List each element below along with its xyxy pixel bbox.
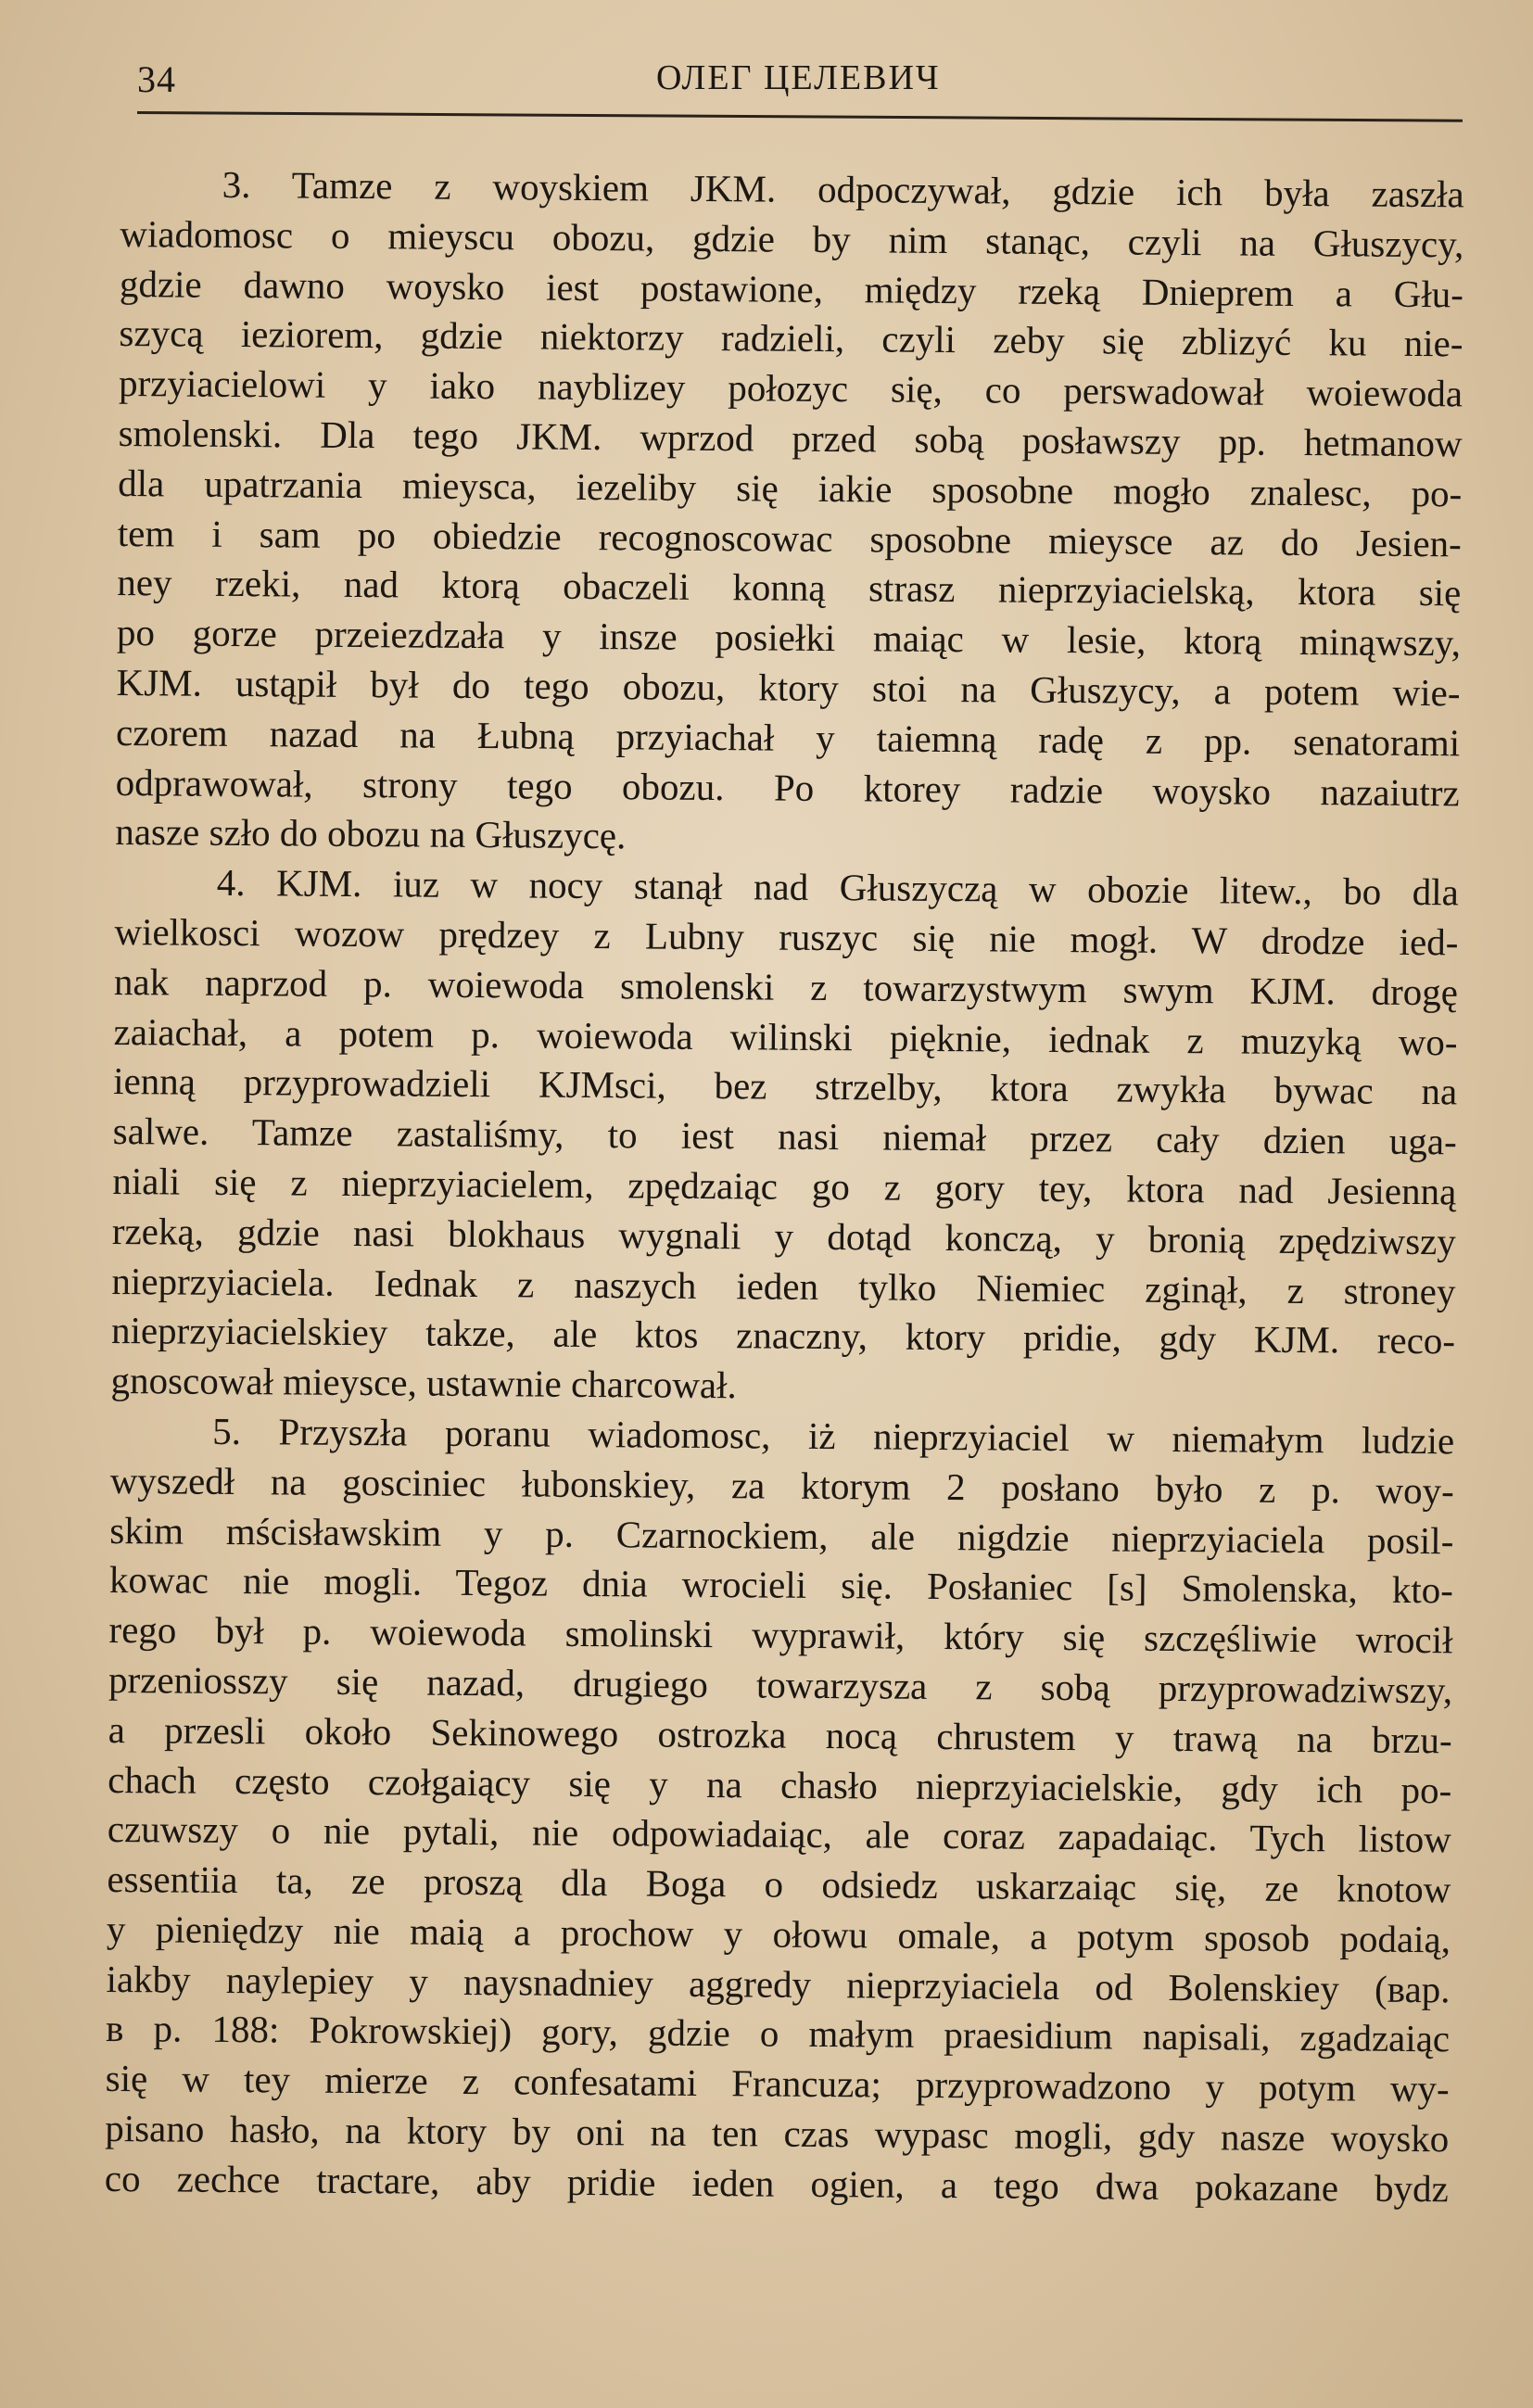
text-line: po gorze przeiezdzała y insze posiełki maiąc w lesie, ktorą minąwszy,: [116, 611, 1462, 665]
text-line: в р. 188: Pokrowskiej) gory, gdzie o małym praesidium napisali, zgadzaiąc: [105, 2007, 1451, 2060]
text-line: nieprzyiacielskiey takze, ale ktos znaczny, ktory pridie, gdy KJM. reco-: [110, 1309, 1456, 1362]
page-number: 34: [137, 58, 176, 100]
text-line: pisano hasło, na ktory by oni na ten czas wypasc mogli, gdy nasze woysko: [105, 2107, 1450, 2161]
text-line: nasze szło do obozu na Głuszycę.: [115, 810, 627, 857]
text-line: kowac nie mogli. Tegoz dnia wrocieli się. Posłaniec [s] Smolenska, kto-: [108, 1558, 1454, 1612]
text-line: zaiachał, a potem p. woiewoda wilinski pięknie, iednak z muzyką wo-: [113, 1009, 1458, 1063]
text-line: y pieniędzy nie maią a prochow y ołowu omale, a potym sposob podaią,: [106, 1907, 1451, 1961]
text-line: 5. Przyszła poranu wiadomosc, iż nieprzyiaciel w niemałym ludzie: [212, 1409, 1455, 1463]
text-line: 4. KJM. iuz w nocy stanął nad Głuszyczą w obozie litew., bo dla: [216, 860, 1460, 914]
text-line: wielkosci wozow prędzey z Lubny ruszyc się nie mogł. W drodze ied-: [114, 909, 1459, 964]
text-line: szycą ieziorem, gdzie niektorzy radzieli, czyli zeby się zblizyć ku nie-: [119, 311, 1463, 365]
text-line: essentiia ta, ze proszą dla Boga o odsiedz uskarzaiąc się, ze knotow: [107, 1857, 1451, 1911]
text-line: się w tey mierze z confesatami Francuza; przyprowadzono y potym wy-: [105, 2057, 1450, 2110]
page-header: [137, 52, 1463, 108]
text-line: smolenski. Dla tego JKM. wprzod przed sobą posławszy pp. hetmanow: [118, 411, 1463, 465]
running-title: ОЛЕГ ЦЕЛЕВИЧ: [656, 58, 941, 97]
text-line: iakby naylepiey y naysnadniey aggredy nieprzyiaciela od Bolenskiey (вар.: [106, 1957, 1451, 2011]
text-line: KJM. ustąpił był do tego obozu, ktory stoi na Głuszycy, a potem wie-: [116, 660, 1461, 715]
text-line: salwe. Tamze zastaliśmy, to iest nasi niemał przez cały dzien uga-: [112, 1109, 1457, 1163]
text-line: ienną przyprowadzieli KJMsci, bez strzelby, ktora zwykła bywac na: [113, 1059, 1458, 1113]
text-line: nieprzyiaciela. Iednak z naszych ieden tylko Niemiec zginął, z stroney: [111, 1259, 1456, 1312]
text-line: niali się z nieprzyiacielem, zpędzaiąc go z gory tey, ktora nad Jesienną: [112, 1159, 1457, 1213]
text-line: rzeką, gdzie nasi blokhaus wygnali y dotąd konczą, y bronią zpędziwszy: [111, 1209, 1457, 1263]
text-line: rego był p. woiewoda smolinski wyprawił, który się szczęśliwie wrocił: [108, 1608, 1453, 1662]
text-line: chach często czołgaiący się y na chasło nieprzyiacielskie, gdy ich po-: [108, 1757, 1452, 1811]
text-line: dla upatrzania mieysca, iezeliby się iakie sposobne mogło znalesc, po-: [118, 461, 1463, 515]
text-line: co zechce tractare, aby pridie ieden ogien, a tego dwa pokazane bydz: [104, 2156, 1450, 2211]
text-line: gdzie dawno woysko iest postawione, między rzeką Dnieprem a Głu-: [119, 261, 1464, 315]
body-text: [105, 159, 1464, 2214]
text-line: a przesli około Sekinowego ostrozka nocą chrustem y trawą na brzu-: [108, 1707, 1452, 1762]
text-line: odprawował, strony tego obozu. Po ktorey radzie woysko nazaiutrz: [115, 760, 1460, 814]
text-line: tem i sam po obiedzie recognoscowac sposobne mieysce az do Jesien-: [117, 511, 1462, 564]
text-line: gnoscował mieysce, ustawnie charcował.: [110, 1359, 737, 1407]
text-line: ney rzeki, nad ktorą obaczeli konną strasz nieprzyiacielską, ktora się: [117, 561, 1462, 615]
text-line: 3. Tamze z woyskiem JKM. odpoczywał, gdzie ich była zaszła: [222, 162, 1464, 216]
text-line: wiadomosc o mieyscu obozu, gdzie by nim stanąc, czyli na Głuszycy,: [120, 211, 1464, 266]
text-line: skim mścisławskim y p. Czarnockiem, ale nigdzie nieprzyiaciela posil-: [109, 1508, 1454, 1562]
text-line: nak naprzod p. woiewoda smolenski z towarzystwym swym KJM. drogę: [113, 959, 1459, 1014]
text-line: przeniosszy się nazad, drugiego towarzysza z sobą przyprowadziwszy,: [108, 1657, 1453, 1712]
text-line: wyszedł na gosciniec łubonskiey, za ktorym 2 posłano było z p. woy-: [109, 1458, 1454, 1513]
text-line: czuwszy o nie pytali, nie odpowiadaiąc, ale coraz zapadaiąc. Tych listow: [107, 1807, 1451, 1861]
text-line: przyiacielowi y iako nayblizey połozyc się, co perswadował woiewoda: [118, 361, 1463, 415]
text-line: czorem nazad na Łubną przyiachał y taiemną radę z pp. senatorami: [115, 710, 1461, 765]
